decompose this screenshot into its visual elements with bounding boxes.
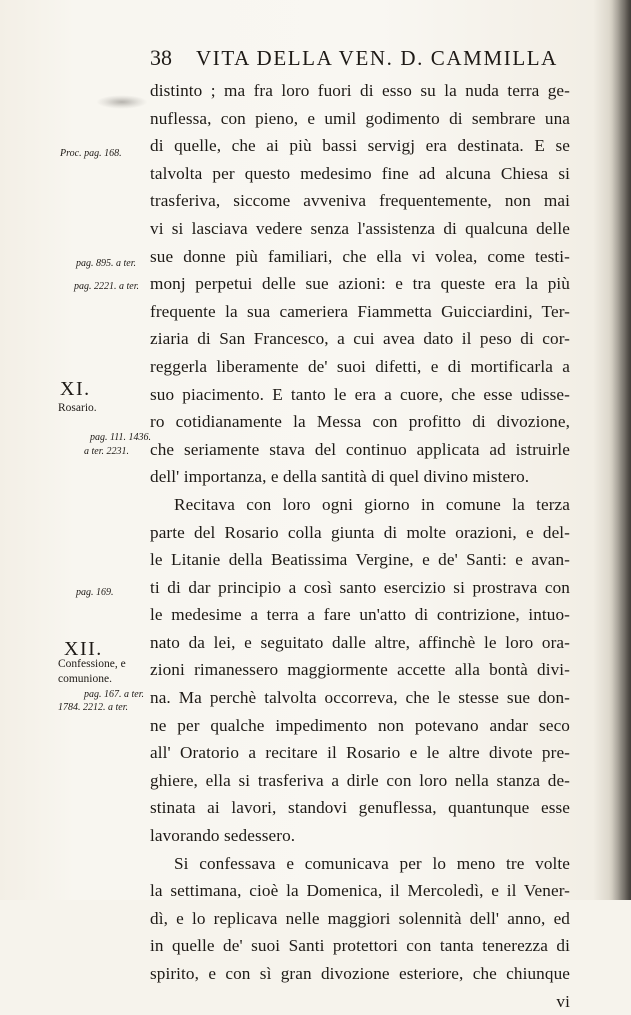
- margin-note-2231: a ter. 2231.: [84, 446, 129, 457]
- running-head: VITA DELLA VEN. D. CAMMILLA: [196, 46, 558, 70]
- text-line: nuflessa, con pieno, e umil godimento di sembrare una: [150, 108, 570, 128]
- text-line: lavorando sedessero.: [150, 826, 296, 846]
- text-line: Si confessava e comunicava per lo meno tre volte: [174, 853, 570, 873]
- page-header: [150, 44, 558, 72]
- section-heading-xii: XII.: [64, 638, 103, 660]
- text-line: distinto ; ma fra loro fuori di esso su la nuda terra ge-: [150, 81, 570, 100]
- text-line: suo piacimento. E tanto le era a cuore, che esse udisse-: [150, 384, 570, 404]
- text-line: talvolta per questo medesimo fine ad alcuna Chiesa si: [150, 163, 570, 183]
- text-line: ro cotidianamente la Messa con profitto di divozione,: [150, 412, 570, 432]
- ink-smudge: [96, 95, 148, 109]
- text-line: dì, e lo replicava nelle maggiori solennità dell' anno, ed: [150, 908, 570, 928]
- margin-note-167: pag. 167. a ter.: [84, 689, 144, 700]
- text-line: trasferiva, siccome avveniva frequentemente, non mai: [150, 191, 570, 211]
- page-number: 38: [150, 45, 172, 70]
- margin-note-111-1436: pag. 111. 1436.: [90, 432, 152, 443]
- text-line: frequente la sua cameriera Fiammetta Guicciardini, Ter-: [150, 301, 570, 321]
- text-line: di quelle, che ai più bassi servigj era destinata. E se: [150, 136, 570, 156]
- text-line: zioni rimanessero maggiormente accette alla bontà divi-: [150, 660, 570, 680]
- text-line: all' Oratorio a recitare il Rosario e le altre divote pre-: [150, 743, 570, 763]
- margin-note-1784-2212: 1784. 2212. a ter.: [58, 702, 128, 713]
- text-line: parte del Rosario colla giunta di molte orazioni, e del-: [150, 522, 570, 542]
- margin-note-proc-168: Proc. pag. 168.: [60, 148, 122, 159]
- text-line: nato da lei, e seguitato dalle altre, affinchè le loro ora-: [150, 632, 570, 652]
- text-line: ziaria di San Francesco, a cui avea dato il peso di cor-: [150, 329, 570, 349]
- text-line: sue donne più familiari, che ella vi volea, come testi-: [150, 246, 570, 266]
- section-label-confessione: Confessione, e: [58, 658, 126, 670]
- text-line: che seriamente stava del continuo applicata ad istruirle: [150, 439, 570, 459]
- margin-note-2221: pag. 2221. a ter.: [74, 281, 139, 292]
- text-line: ghiere, ella si trasferiva a dirle con loro nella stanza de-: [150, 770, 570, 790]
- text-line: na. Ma perchè talvolta occorreva, che le stesse sue don-: [150, 688, 570, 708]
- text-line: vi si lasciava vedere senza l'assistenza di qualcuna delle: [150, 218, 570, 238]
- catchword: vi: [556, 991, 570, 1011]
- text-line: reggerla liberamente de' suoi difetti, e di mortificarla a: [150, 356, 570, 376]
- margin-note-895: pag. 895. a ter.: [76, 258, 136, 269]
- body-text: [150, 77, 570, 1015]
- text-line: in quelle de' suoi Santi protettori con tanta tenerezza di: [150, 936, 570, 956]
- text-line: stinata ai lavori, standovi genuflessa, quantunque esse: [150, 798, 570, 818]
- section-label-rosario: Rosario.: [58, 402, 97, 414]
- margin-note-169: pag. 169.: [76, 587, 114, 598]
- section-label-comunione: comunione.: [58, 673, 112, 685]
- text-line: le Litanie della Beatissima Vergine, e de' Santi: e avan-: [150, 550, 570, 570]
- binding-gutter-shadow: [609, 0, 631, 900]
- text-line: dell' importanza, e della santità di quel divino mistero.: [150, 467, 530, 487]
- text-line: spirito, e con sì gran divozione esteriore, che chiunque: [150, 964, 570, 983]
- text-line: le medesime a terra a fare un'atto di contrizione, intuo-: [150, 605, 570, 625]
- text-line: Recitava con loro ogni giorno in comune la terza: [174, 494, 570, 514]
- text-line: ne per qualche impedimento non potevano andar seco: [150, 715, 570, 735]
- section-heading-xi: XI.: [60, 378, 91, 400]
- text-line: la settimana, cioè la Domenica, il Mercoledì, e il Vener-: [150, 881, 570, 901]
- text-line: ti di dar principio a così santo esercizio si prostrava con: [150, 577, 570, 597]
- text-line: monj perpetui delle sue azioni: e tra queste era la più: [150, 274, 570, 294]
